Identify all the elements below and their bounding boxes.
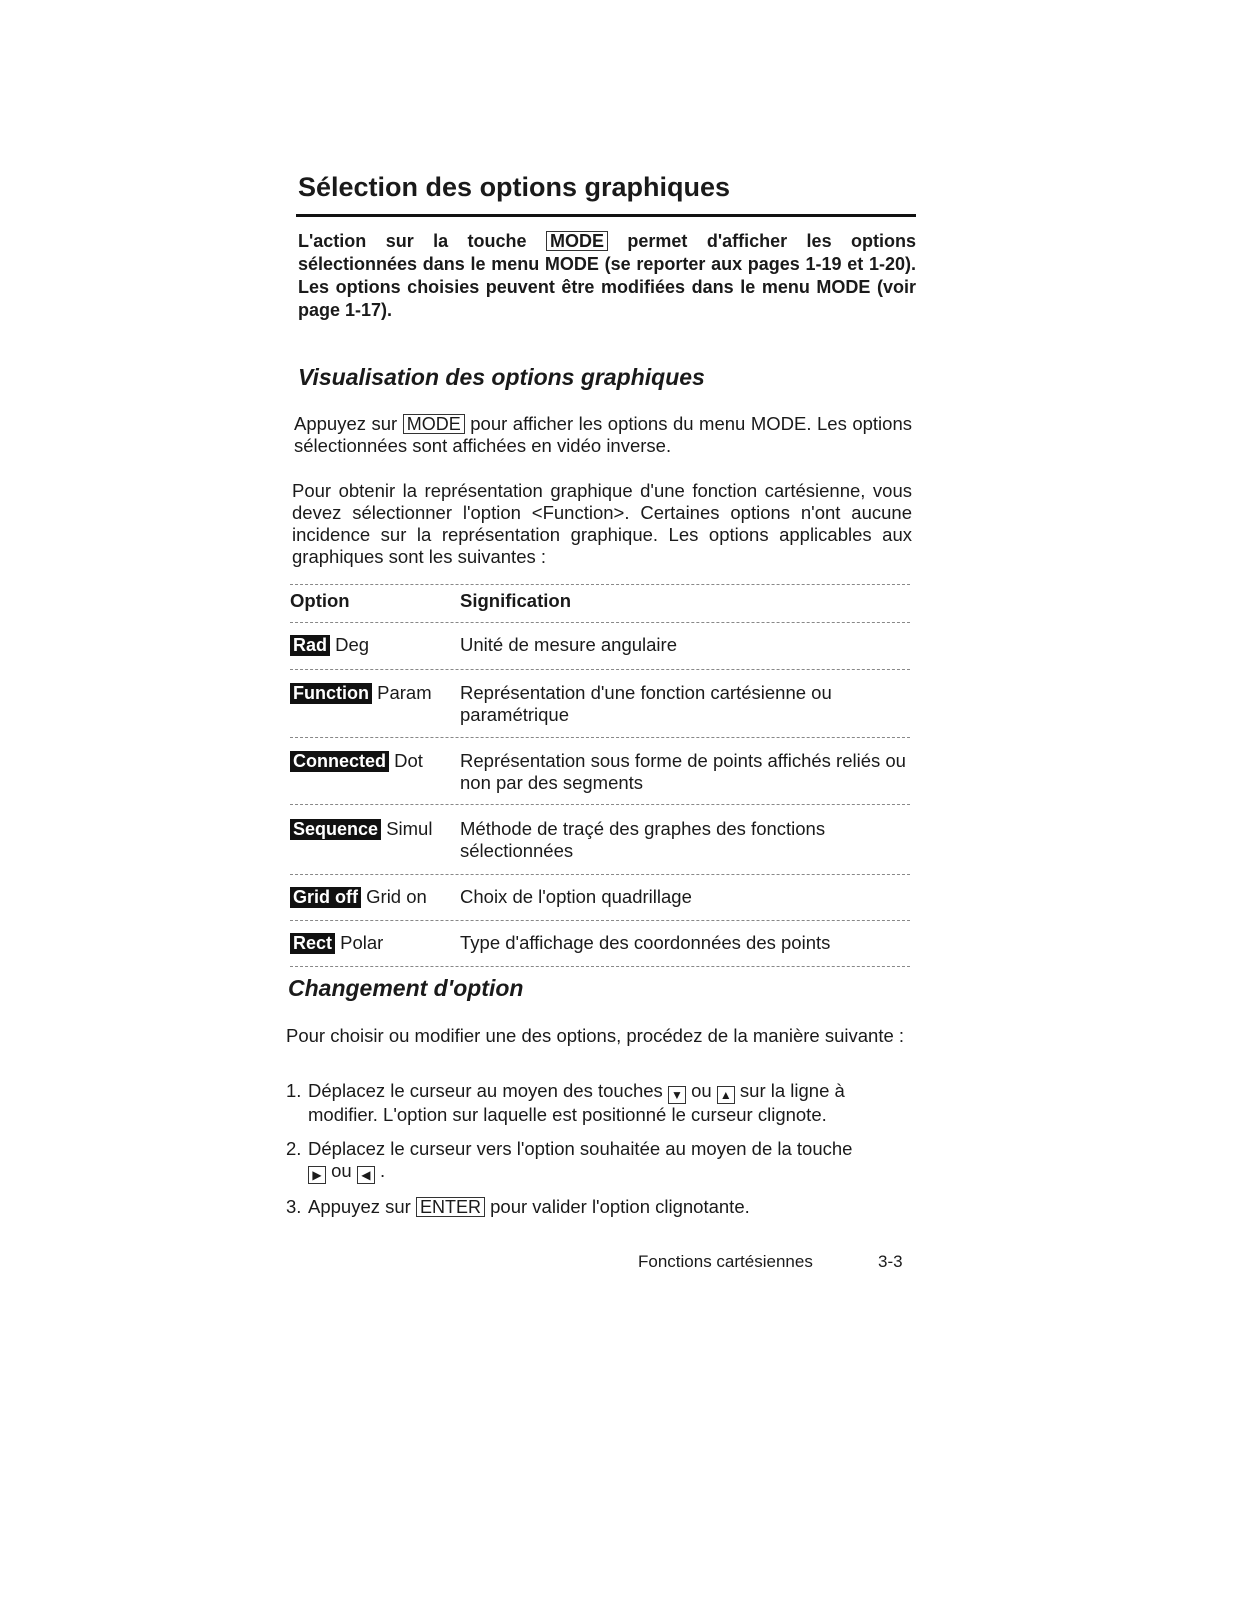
selected-option: Grid off xyxy=(290,887,361,908)
mode-key: MODE xyxy=(546,231,608,251)
meaning-cell: Représentation sous forme de points affichés reliés ou non par des segments xyxy=(460,750,906,793)
option-cell xyxy=(290,750,423,772)
p1-text-2: pour afficher les options du menu MODE. Les options sélectionnées sont affichées en vidéo inverse. xyxy=(294,413,912,456)
table-divider xyxy=(290,584,910,585)
header-signification: Signification xyxy=(460,590,571,611)
step-text: sur la ligne à modifier. L'option sur laquelle est positionné le curseur clignote. xyxy=(308,1080,845,1125)
alternate-option: Grid on xyxy=(366,886,427,907)
selected-option: Rad xyxy=(290,635,330,656)
meaning-cell: Unité de mesure angulaire xyxy=(460,634,677,655)
selected-option: Function xyxy=(290,683,372,704)
step-text: Déplacez le curseur vers l'option souhaitée au moyen de la touche xyxy=(308,1138,853,1159)
alternate-option: Polar xyxy=(340,932,384,953)
selected-option: Rect xyxy=(290,933,335,954)
step-text: ou xyxy=(331,1160,352,1181)
selected-option: Sequence xyxy=(290,819,381,840)
table-divider xyxy=(290,804,910,805)
changement-paragraph: Pour choisir ou modifier une des options, procédez de la manière suivante : xyxy=(286,1025,905,1046)
meaning-cell: Représentation d'une fonction cartésienne ou paramétrique xyxy=(460,682,832,725)
step-text: Appuyez sur xyxy=(308,1196,411,1217)
table-divider xyxy=(290,669,910,670)
step-text: ou xyxy=(691,1080,712,1101)
section-heading-visualisation: Visualisation des options graphiques xyxy=(298,364,705,390)
list-item xyxy=(286,1196,912,1218)
visualisation-paragraph-1 xyxy=(294,413,912,457)
down-arrow-key-icon: ▼ xyxy=(668,1086,686,1104)
alternate-option: Deg xyxy=(335,634,370,655)
left-arrow-key-icon: ◀ xyxy=(357,1166,375,1184)
section-heading-changement: Changement d'option xyxy=(288,975,524,1001)
list-item xyxy=(286,1138,912,1184)
alternate-option: Param xyxy=(377,682,432,703)
table-divider xyxy=(290,966,910,967)
up-arrow-key-icon: ▲ xyxy=(717,1086,735,1104)
step-number: 2. xyxy=(286,1138,302,1159)
intro-text-1: L'action sur la touche xyxy=(298,231,546,251)
step-number: 1. xyxy=(286,1080,302,1101)
option-cell xyxy=(290,932,383,954)
page-number: 3-3 xyxy=(878,1252,903,1271)
step-text: pour valider l'option clignotante. xyxy=(490,1196,750,1217)
mode-key: MODE xyxy=(403,414,465,434)
meaning-cell: Choix de l'option quadrillage xyxy=(460,886,692,907)
table-divider xyxy=(290,737,910,738)
step-text: . xyxy=(380,1160,386,1181)
option-cell xyxy=(290,818,432,840)
table-divider xyxy=(290,874,910,875)
table-divider xyxy=(290,920,910,921)
steps-list xyxy=(286,1080,912,1230)
option-cell xyxy=(290,634,369,656)
option-cell xyxy=(290,886,427,908)
option-cell xyxy=(290,682,432,704)
meaning-cell: Type d'affichage des coordonnées des points xyxy=(460,932,831,953)
alternate-option: Simul xyxy=(386,818,433,839)
step-text: Déplacez le curseur au moyen des touches xyxy=(308,1080,663,1101)
intro-text-2: permet d'afficher les options sélectionnées dans le menu MODE (se reporter aux pages 1-19 et 1-20). Les options choisies peuvent être modifiées dans le menu MODE (voir page 1-17). xyxy=(298,231,916,320)
visualisation-paragraph-2: Pour obtenir la représentation graphique d'une fonction cartésienne, vous devez sélectionner l'option <Function>. Certaines options n'ont aucune incidence sur la représentation graphique. Les options applicables aux graphiques sont les suivantes : xyxy=(292,480,912,567)
title-rule xyxy=(296,214,916,217)
alternate-option: Dot xyxy=(394,750,423,771)
right-arrow-key-icon: ▶ xyxy=(308,1166,326,1184)
header-option: Option xyxy=(290,590,350,611)
step-number: 3. xyxy=(286,1196,302,1217)
footer-section-title: Fonctions cartésiennes xyxy=(638,1252,813,1271)
selected-option: Connected xyxy=(290,751,389,772)
meaning-cell: Méthode de traçé des graphes des fonctions sélectionnées xyxy=(460,818,826,861)
p1-text-1: Appuyez sur xyxy=(294,413,403,434)
enter-key: ENTER xyxy=(416,1197,485,1217)
page-title: Sélection des options graphiques xyxy=(298,172,731,202)
intro-paragraph xyxy=(298,230,916,322)
list-item xyxy=(286,1080,912,1126)
table-divider xyxy=(290,622,910,623)
